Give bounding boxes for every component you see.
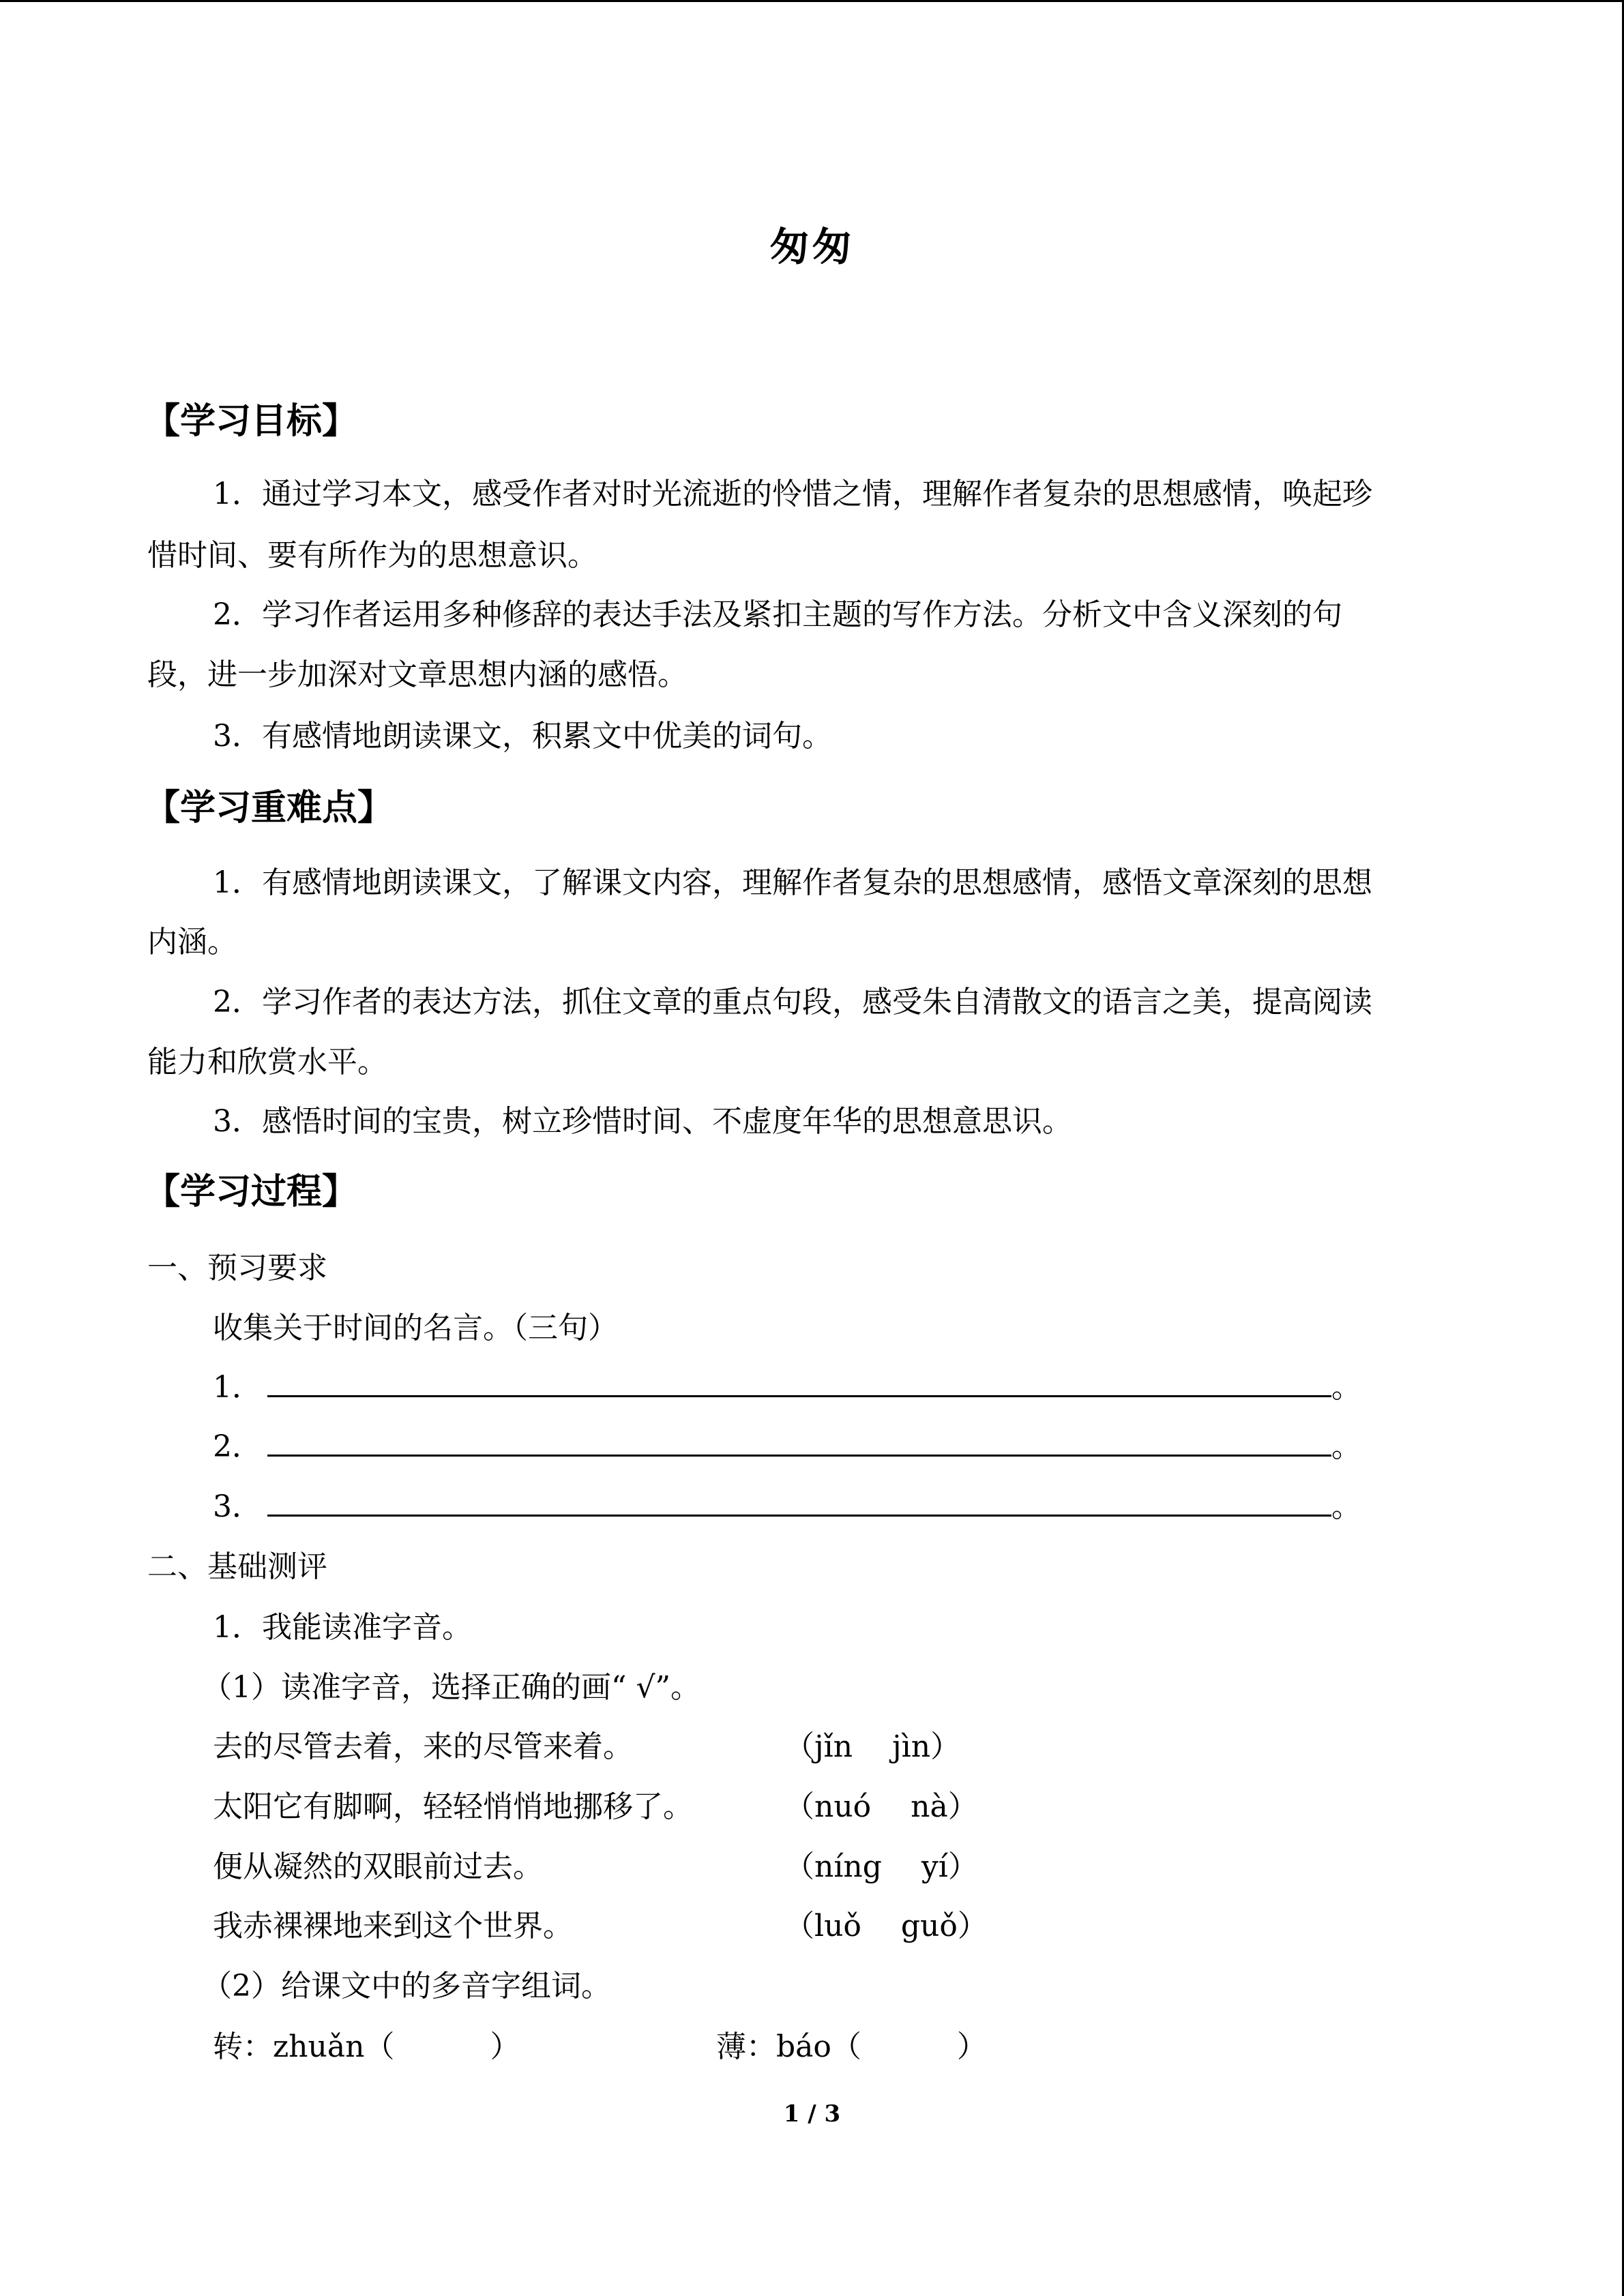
part-1-heading: 一、预习要求 xyxy=(147,1251,327,1285)
question-1: 1．我能读准字音。 xyxy=(213,1610,472,1645)
answer-line-2-end: 。 xyxy=(1331,1429,1361,1464)
pronunciation-sentence-3: 便从凝然的双眼前过去。 xyxy=(213,1849,543,1884)
section-heading-key-points: 【学习重难点】 xyxy=(145,788,394,829)
answer-line-2-number: 2． xyxy=(213,1429,262,1464)
answer-blank-3[interactable] xyxy=(267,1487,1331,1517)
pronunciation-sentence-1: 去的尽管去着，来的尽管来着。 xyxy=(213,1729,633,1764)
part-1-task: 收集关于时间的名言。（三句） xyxy=(213,1311,618,1345)
part-2-heading: 二、基础测评 xyxy=(147,1549,327,1584)
polyphone-bao xyxy=(716,2027,987,2068)
key-1-line-1: 1．有感情地朗读课文，了解课文内容，理解作者复杂的思想感情，感悟文章深刻的思想 xyxy=(213,865,1372,900)
document-title: 匆匆 xyxy=(769,224,855,270)
goal-3: 3．有感情地朗读课文，积累文中优美的词句。 xyxy=(213,719,832,754)
goal-2-line-2: 段，进一步加深对文章思想内涵的感悟。 xyxy=(147,657,688,692)
answer-blank-2[interactable] xyxy=(267,1427,1331,1457)
pronunciation-sentence-4: 我赤裸裸地来到这个世界。 xyxy=(213,1909,573,1943)
pronunciation-options-2[interactable]: （nuó nà） xyxy=(784,1789,978,1824)
answer-line-1-number: 1． xyxy=(213,1370,262,1405)
key-2-line-2: 能力和欣赏水平。 xyxy=(147,1045,387,1079)
goal-1-line-2: 惜时间、要有所作为的思想意识。 xyxy=(147,538,597,573)
key-1-line-2: 内涵。 xyxy=(147,925,237,959)
polyphone-zhuan-close: ） xyxy=(490,2029,520,2064)
pronunciation-sentence-2: 太阳它有脚啊，轻轻悄悄地挪移了。 xyxy=(213,1789,693,1824)
pronunciation-options-1[interactable]: （jǐn jìn） xyxy=(784,1729,961,1764)
answer-line-1 xyxy=(213,1367,1361,1408)
key-2-line-1: 2．学习作者的表达方法，抓住文章的重点句段，感受朱自清散文的语言之美，提高阅读 xyxy=(213,985,1372,1019)
answer-line-3-end: 。 xyxy=(1331,1489,1361,1524)
answer-blank-1[interactable] xyxy=(267,1368,1331,1397)
polyphone-zhuan-label: 转：zhuǎn（ xyxy=(213,2029,395,2064)
section-heading-process: 【学习过程】 xyxy=(145,1172,358,1212)
section-heading-goals: 【学习目标】 xyxy=(145,401,358,442)
polyphone-bao-label: 薄：báo（ xyxy=(716,2029,861,2064)
pronunciation-options-4[interactable]: （luǒ guǒ） xyxy=(784,1909,988,1943)
question-1-sub-2: （2）给课文中的多音字组词。 xyxy=(202,1969,611,2003)
answer-line-3-number: 3． xyxy=(213,1489,262,1524)
answer-line-3 xyxy=(213,1487,1361,1527)
polyphone-zhuan xyxy=(213,2027,520,2068)
goal-2-line-1: 2．学习作者运用多种修辞的表达手法及紧扣主题的写作方法。分析文中含义深刻的句 xyxy=(213,597,1342,632)
pronunciation-options-3[interactable]: （níng yí） xyxy=(784,1849,978,1884)
key-3: 3．感悟时间的宝贵，树立珍惜时间、不虚度年华的思想意思识。 xyxy=(213,1104,1072,1139)
answer-line-1-end: 。 xyxy=(1331,1370,1361,1405)
page-number: 1 / 3 xyxy=(783,2100,841,2128)
question-1-sub-1: （1）读准字音，选择正确的画“ √”。 xyxy=(202,1670,701,1705)
answer-line-2 xyxy=(213,1427,1361,1467)
goal-1-line-1: 1．通过学习本文，感受作者对时光流逝的怜惜之情，理解作者复杂的思想感情，唤起珍 xyxy=(213,477,1372,511)
polyphone-bao-close: ） xyxy=(956,2029,987,2064)
